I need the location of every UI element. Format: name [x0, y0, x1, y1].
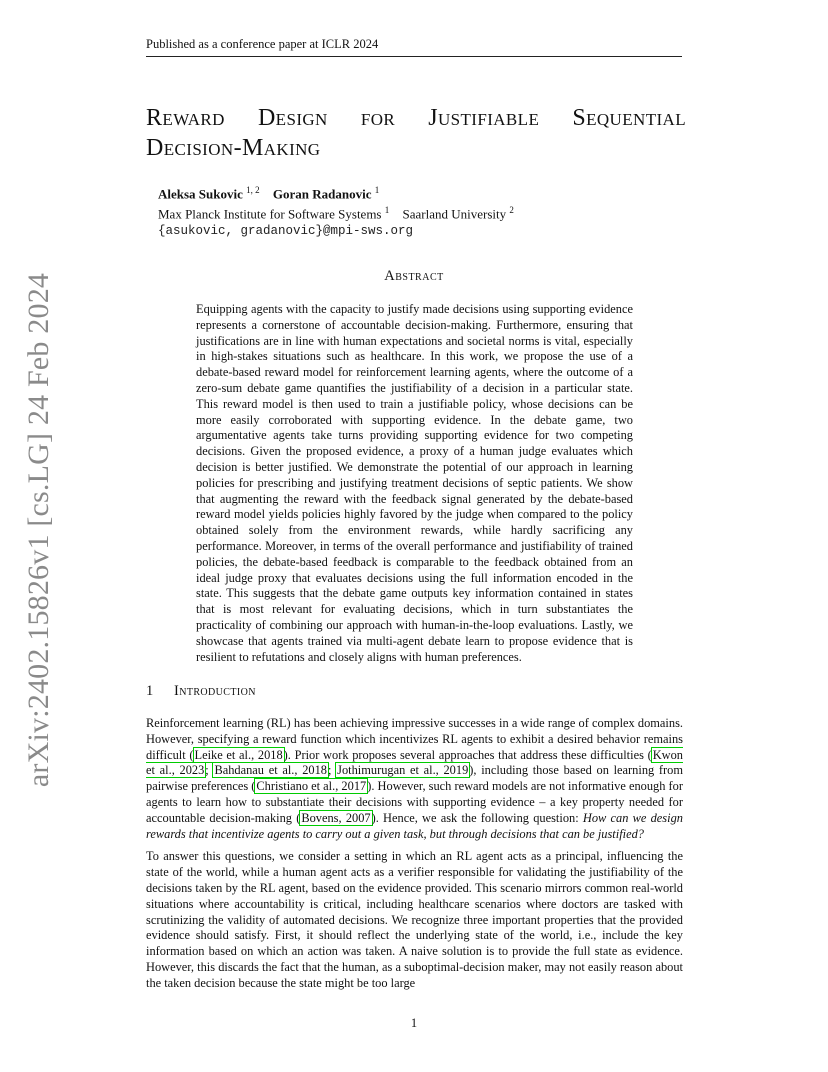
- author-names: [158, 182, 678, 202]
- author-emails: {asukovic, gradanovic}@mpi-sws.org: [158, 223, 414, 238]
- author-name: Aleksa Sukovic: [158, 186, 243, 202]
- citation-link[interactable]: Kwon et al., 2023: [146, 747, 684, 778]
- arxiv-identifier-stamp: [14, 272, 64, 788]
- author-affiliation-marker: 1, 2: [246, 185, 260, 195]
- paragraph-text: ). Prior work proposes several approaches that address these difficulties (: [283, 747, 652, 762]
- research-question: How can we design rewards that incentivize agents to carry out a given task, but through decisions that can be justified?: [146, 810, 683, 841]
- affiliations: [158, 202, 678, 222]
- paragraph-text: ), including those based on learning from pairwise preferences (: [146, 763, 684, 794]
- author-block: [158, 182, 678, 240]
- paragraph-text: Reinforcement learning (RL) has been achieving impressive successes in a wide range of complex domains. However, specifying a reward function which incentivizes RL agents to exhibit a desired behavior remains difficult (: [146, 716, 683, 762]
- section-title: Introduction: [174, 683, 256, 699]
- affiliation-name: Saarland University: [402, 206, 507, 222]
- citation-link[interactable]: Leike et al., 2018: [194, 747, 283, 762]
- citation-link[interactable]: Christiano et al., 2017: [256, 779, 367, 794]
- section-heading-introduction: [146, 683, 682, 700]
- citation-link[interactable]: Jothimurugan et al., 2019: [337, 763, 469, 778]
- intro-paragraph-2: To answer this questions, we consider a setting in which an RL agent acts as a principal, influencing the state of the world, while a human agent acts as a verifier responsible for validating the justifiability of the decisions taken by the RL agent, based on the evidence provided. This scenario mirrors common real-world situations where accountability is critical, including healthcare scenarios where doctors are tasked with scrutinizing the validity of automated decisions. We recognize three important properties that the provided evidence should satisfy. First, it should reflect the underlying state of the world, i.e., include the key information based on which an action was taken. A naive solution is to provide the full state as evidence. However, this discards the fact that the human, as a suboptimal-decision maker, may not easily reason about the taken decision because the state might be too large: [146, 849, 683, 990]
- intro-paragraph-1: [146, 716, 683, 842]
- paragraph-text: ;: [205, 763, 214, 778]
- affiliation-name: Max Planck Institute for Software Systems: [158, 206, 382, 222]
- paragraph-text: ;: [327, 763, 337, 778]
- paragraph-text: ). However, such reward models are not informative enough for agents to learn how to substantiate their decisions with supporting evidence – a key property needed for accountable decision-making (: [146, 779, 683, 825]
- author-affiliation-marker: 1: [374, 185, 380, 195]
- abstract-heading: Abstract: [384, 268, 444, 284]
- introduction-body: [146, 716, 683, 999]
- citation-link[interactable]: Bahdanau et al., 2018: [214, 763, 327, 778]
- abstract-text: Equipping agents with the capacity to justify made decisions using supporting evidence represents a cornerstone of accountable decision-making. Furthermore, ensuring that justifications are in line with human expectations and societal norms is vital, especially in high-stakes situations such as healthcare. In this work, we propose the use of a debate-based reward model for reinforcement learning agents, where the outcome of a zero-sum debate game quantifies the justifiability of a decision in a particular state. This reward model is then used to train a justifiable policy, whose decisions can be more easily corroborated with supporting evidence. In the debate game, two argumentative agents take turns providing supporting evidence for two competing decisions. Given the proposed evidence, a proxy of a human judge evaluates which decision is better justified. We demonstrate the potential of our approach in learning policies for prescribing and justifying treatment decisions of septic patients. We show that augmenting the reward with the feedback signal generated by the debate-based reward model yields policies highly favored by the judge when compared to the policy obtained solely from the environment rewards, while hardly sacrificing any performance. Moreover, in terms of the overall performance and justifiability of trained policies, the debate-based feedback is comparable to the feedback obtained from an ideal judge proxy that evaluates decisions using the full information encoded in the state. This suggests that the debate game outputs key information contained in states that is most relevant for evaluating decisions, which in turn substantiates the practicality of combining our approach with human-in-the-loop evaluations. Lastly, we showcase that agents trained via multi-agent debate learn to propose evidence that is resilient to refutations and closely aligns with human preferences.: [196, 302, 633, 664]
- affiliation-marker: 2: [509, 205, 514, 216]
- affiliation-marker: 1: [384, 205, 390, 216]
- paper-title: Reward Design for Justifiable Sequential Decision-Making: [146, 105, 686, 161]
- arxiv-identifier: arXiv:2402.15826v1 [cs.LG] 24 Feb 2024: [22, 272, 56, 788]
- paragraph-text: ). Hence, we ask the following question:: [371, 810, 583, 825]
- running-header: Published as a conference paper at ICLR 2024: [146, 36, 682, 57]
- author-name: Goran Radanovic: [272, 186, 372, 202]
- page-number: 1: [410, 1016, 418, 1030]
- section-number: 1: [146, 683, 154, 699]
- citation-link[interactable]: Bovens, 2007: [301, 810, 371, 825]
